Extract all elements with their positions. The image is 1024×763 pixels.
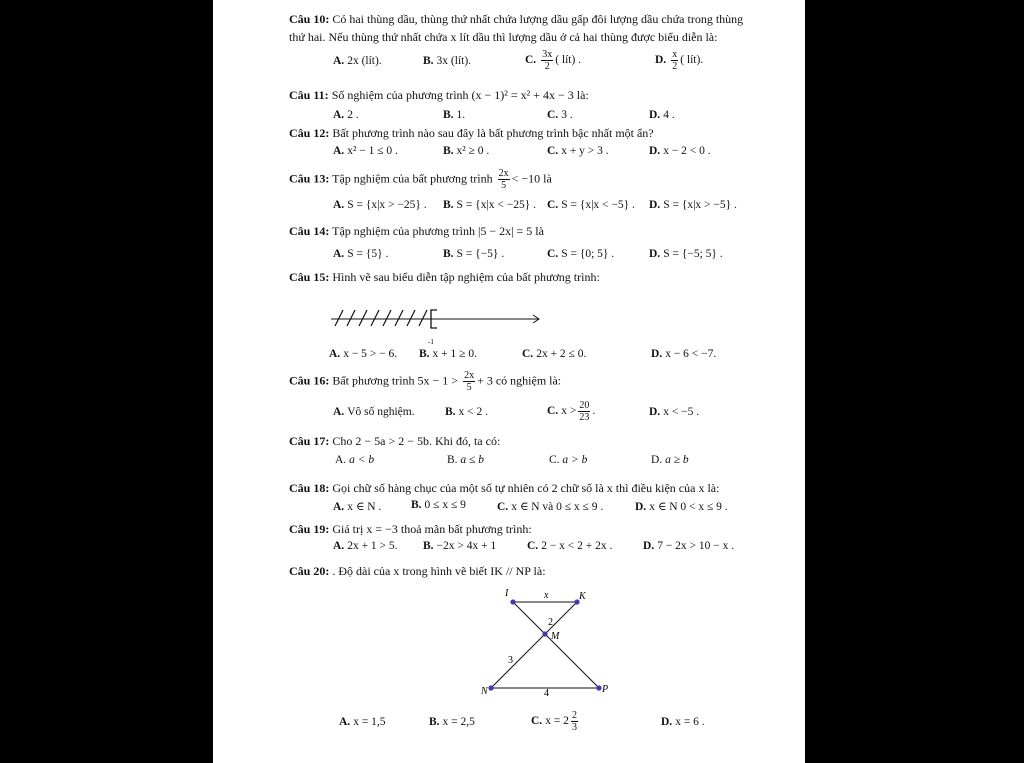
- label-k: K: [579, 591, 586, 602]
- answer-option: B. x < 2 .: [445, 406, 489, 418]
- answer-option: A. Vô số nghiệm.: [333, 406, 415, 418]
- answer-option: B. x = 2,5: [429, 716, 475, 728]
- question-11: Câu 11: Số nghiệm của phương trình (x − 1)² = x² + 4x − 3 là:: [289, 88, 589, 102]
- answer-option: C. 2x + 2 ≤ 0.: [522, 348, 587, 360]
- question-15: Câu 15: Hình vẽ sau biểu diễn tập nghiệm của bất phương trình:: [289, 270, 600, 284]
- answer-option: A. S = {5} .: [333, 248, 389, 260]
- number-line-figure: [331, 302, 551, 350]
- option-b: B. 3x (lít).: [423, 55, 472, 67]
- answer-option: C. S = {x|x < −5} .: [547, 199, 635, 211]
- answer-option: D. S = {x|x > −5} .: [649, 199, 737, 211]
- answer-option: B. x² ≥ 0 .: [443, 145, 490, 157]
- answer-option: B. S = {x|x < −25} .: [443, 199, 536, 211]
- point-p: [596, 685, 601, 690]
- tick-label: -1: [428, 338, 434, 346]
- question-16-options: [333, 400, 765, 423]
- question-19: Câu 19: Giá trị x = −3 thoả mãn bất phương trình:: [289, 522, 532, 536]
- answer-option: A. 2 .: [333, 109, 359, 121]
- question-11-options: [333, 109, 765, 125]
- figure-lines: [491, 602, 599, 688]
- answer-option: D. x − 6 < −7.: [651, 348, 717, 360]
- answer-option: B. −2x > 4x + 1: [423, 540, 497, 552]
- answer-option: B. a ≤ b: [447, 454, 484, 466]
- label-i: I: [505, 588, 509, 599]
- answer-option: A. x − 5 > − 6.: [329, 348, 398, 360]
- label-m: M: [551, 631, 560, 642]
- point-m: [542, 631, 547, 636]
- option-c: C. $\frac{3x}{2}$ ( lít) .: [525, 49, 582, 72]
- answer-option: C. 3 .: [547, 109, 573, 121]
- answer-option: C. x = 2 $\frac{2}{3}$: [531, 710, 577, 733]
- question-17-options: [333, 454, 765, 470]
- answer-option: D. 7 − 2x > 10 − x .: [643, 540, 735, 552]
- point-n: [488, 685, 493, 690]
- answer-option: C. x ∈ N và 0 ≤ x ≤ 9 .: [497, 501, 604, 513]
- answer-option: C. 2 − x < 2 + 2x .: [527, 540, 613, 552]
- option-a: A. 2x (lít).: [333, 55, 382, 67]
- question-12: Câu 12: Bất phương trình nào sau đây là bất phương trình bậc nhất một ẩn?: [289, 126, 654, 140]
- answer-option: C. S = {0; 5} .: [547, 248, 615, 260]
- answer-option: A. x = 1,5: [339, 716, 386, 728]
- question-10: Câu 10: Có hai thùng dầu, thùng thứ nhất chứa lượng dầu gấp đôi lượng dầu chứa trong thùng: [289, 12, 744, 26]
- label-3: 3: [508, 655, 513, 666]
- answer-option: B. S = {−5} .: [443, 248, 505, 260]
- question-10-line2: thứ hai. Nếu thùng thứ nhất chứa x lít dầu thì lượng dầu ở cả hai thùng được biểu diễn là:: [289, 30, 718, 44]
- answer-option: B. x + 1 ≥ 0.: [419, 348, 477, 360]
- point-i: [510, 599, 515, 604]
- answer-option: D. x = 6 .: [661, 716, 705, 728]
- label-x: x: [544, 590, 549, 601]
- answer-option: D. x ∈ N 0 < x ≤ 9 .: [635, 501, 728, 513]
- answer-option: C. a > b: [549, 454, 588, 466]
- answer-option: D. S = {−5; 5} .: [649, 248, 723, 260]
- question-17: Câu 17: Cho 2 − 5a > 2 − 5b. Khi đó, ta có:: [289, 434, 501, 448]
- geometry-figure: [477, 584, 617, 702]
- question-13-options: [333, 199, 765, 215]
- question-13: Câu 13: Tập nghiệm của bất phương trình $\frac{2x}{5}$ < −10 là: [289, 168, 552, 191]
- answer-option: D. x − 2 < 0 .: [649, 145, 711, 157]
- answer-option: B. 0 ≤ x ≤ 9: [411, 499, 466, 511]
- question-19-options: [333, 540, 765, 556]
- answer-option: A. a < b: [335, 454, 375, 466]
- answer-option: B. 1.: [443, 109, 466, 121]
- label-4: 4: [544, 688, 549, 699]
- answer-option: A. x² − 1 ≤ 0 .: [333, 145, 398, 157]
- document-page: [213, 0, 805, 763]
- question-20-options: [339, 710, 765, 733]
- question-20: Câu 20: . Độ dài của x trong hình vẽ biết IK // NP là:: [289, 564, 546, 578]
- answer-option: D. x < −5 .: [649, 406, 700, 418]
- label-2: 2: [548, 617, 553, 628]
- answer-option: A. x ∈ N .: [333, 501, 382, 513]
- question-12-options: [333, 145, 765, 161]
- question-10-options: [333, 49, 765, 72]
- label-n: N: [481, 686, 488, 697]
- hatch-marks: [335, 310, 427, 326]
- answer-option: C. x > $\frac{20}{23}$ .: [547, 400, 596, 423]
- question-16: Câu 16: Bất phương trình 5x − 1 > $\frac{2x}{5}$ + 3 có nghiệm là:: [289, 370, 562, 393]
- question-18: Câu 18: Gọi chữ số hàng chục của một số tự nhiên có 2 chữ số là x thì điều kiện của x là:: [289, 481, 720, 495]
- question-15-options: [329, 348, 765, 364]
- answer-option: A. S = {x|x > −25} .: [333, 199, 427, 211]
- option-d: D. $\frac{x}{2}$ ( lít).: [655, 49, 704, 72]
- question-14: Câu 14: Tập nghiệm của phương trình |5 − 2x| = 5 là: [289, 224, 544, 238]
- label-p: P: [602, 684, 609, 695]
- answer-option: A. 2x + 1 > 5.: [333, 540, 398, 552]
- question-18-options: [333, 499, 765, 515]
- answer-option: D. a ≥ b: [651, 454, 689, 466]
- answer-option: D. 4 .: [649, 109, 675, 121]
- answer-option: C. x + y > 3 .: [547, 145, 609, 157]
- question-14-options: [333, 248, 765, 264]
